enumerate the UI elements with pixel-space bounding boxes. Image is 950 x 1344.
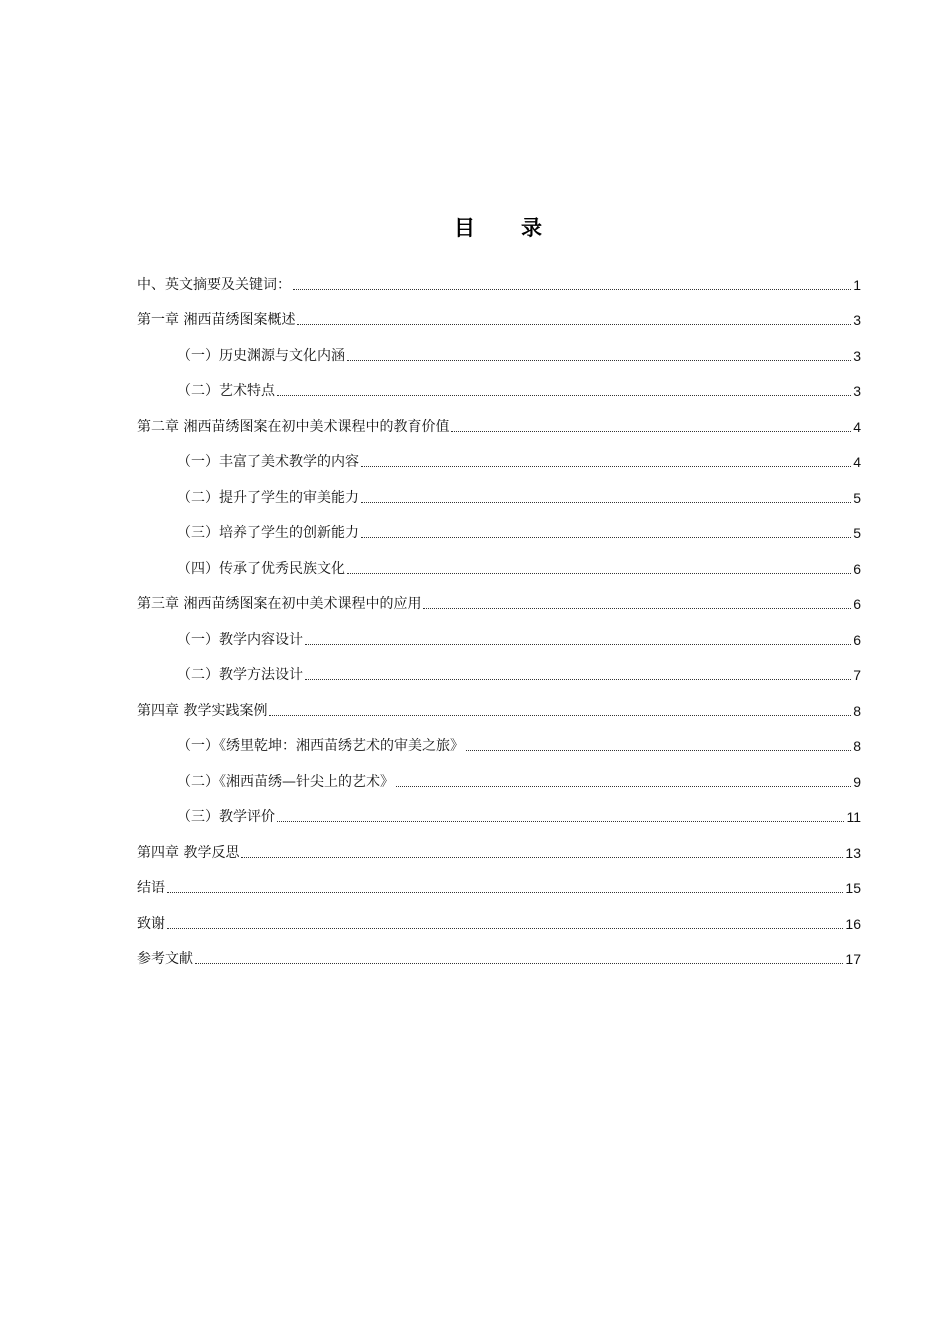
toc-page-number: 16 xyxy=(845,915,861,932)
toc-page-number: 1 xyxy=(853,276,861,293)
toc-page-number: 17 xyxy=(845,951,861,967)
toc-chapter-entry[interactable] xyxy=(137,862,861,898)
toc-entry-label: （四）传承了优秀民族文化 xyxy=(177,560,345,577)
toc-section-entry[interactable] xyxy=(137,613,861,649)
toc-entry-label: 参考文献 xyxy=(137,951,193,967)
toc-entry-label: （三）教学评价 xyxy=(177,809,275,825)
toc-entry-label: 结语 xyxy=(137,880,165,896)
toc-dot-leader xyxy=(361,537,851,538)
toc-entry-label: （二）《湘西苗绣—针尖上的艺术》 xyxy=(177,773,394,790)
toc-chapter-entry[interactable] xyxy=(137,684,861,720)
toc-section-entry[interactable] xyxy=(137,507,861,543)
toc-dot-leader xyxy=(423,608,851,609)
toc-section-entry[interactable] xyxy=(137,365,861,401)
toc-dot-leader xyxy=(277,395,851,396)
toc-dot-leader xyxy=(305,644,851,645)
toc-page-number: 6 xyxy=(853,560,861,577)
toc-section-entry[interactable] xyxy=(137,436,861,472)
toc-dot-leader xyxy=(361,502,851,503)
toc-entry-label: （一）历史渊源与文化内涵 xyxy=(177,347,345,364)
toc-entry-label: 第四章 教学实践案例 xyxy=(137,702,268,719)
page-title xyxy=(0,212,950,242)
toc-dot-leader xyxy=(451,431,851,432)
toc-entry-label: 第二章 湘西苗绣图案在初中美术课程中的教育价值 xyxy=(137,418,450,435)
toc-page-number: 4 xyxy=(853,418,861,435)
toc-section-entry[interactable] xyxy=(137,471,861,507)
toc-page-number: 5 xyxy=(853,525,861,541)
toc-dot-leader xyxy=(361,466,851,467)
toc-chapter-entry[interactable] xyxy=(137,933,861,969)
toc-dot-leader xyxy=(167,892,843,893)
toc-dot-leader xyxy=(269,715,851,716)
toc-dot-leader xyxy=(466,750,851,751)
toc-entry-label: 第一章 湘西苗绣图案概述 xyxy=(137,312,296,328)
toc-entry-label: 第三章 湘西苗绣图案在初中美术课程中的应用 xyxy=(137,596,422,612)
toc-dot-leader xyxy=(277,821,844,822)
toc-page-number: 9 xyxy=(853,773,861,790)
toc-chapter-entry[interactable] xyxy=(137,294,861,330)
toc-page-number: 13 xyxy=(845,844,861,861)
toc-entry-label: （二）提升了学生的审美能力 xyxy=(177,489,359,506)
table-of-contents xyxy=(137,258,861,968)
toc-section-entry[interactable] xyxy=(137,755,861,791)
toc-dot-leader xyxy=(347,573,851,574)
toc-section-entry[interactable] xyxy=(137,791,861,827)
toc-dot-leader xyxy=(293,289,851,290)
toc-chapter-entry[interactable] xyxy=(137,826,861,862)
toc-dot-leader xyxy=(167,928,843,929)
toc-entry-label: （一）教学内容设计 xyxy=(177,631,303,648)
toc-entry-label: （二）教学方法设计 xyxy=(177,667,303,683)
toc-page-number: 8 xyxy=(853,702,861,719)
toc-chapter-entry[interactable] xyxy=(137,400,861,436)
toc-entry-label: （一）《绣里乾坤：湘西苗绣艺术的审美之旅》 xyxy=(177,738,464,754)
toc-page-number: 11 xyxy=(846,809,861,825)
toc-page-number: 5 xyxy=(853,489,861,506)
toc-section-entry[interactable] xyxy=(137,649,861,685)
toc-page-number: 4 xyxy=(853,454,861,470)
toc-chapter-entry[interactable] xyxy=(137,897,861,933)
toc-page-number: 3 xyxy=(853,347,861,364)
toc-dot-leader xyxy=(347,360,851,361)
toc-page-number: 8 xyxy=(853,738,861,754)
toc-section-entry[interactable] xyxy=(137,542,861,578)
toc-dot-leader xyxy=(297,324,851,325)
toc-entry-label: （一）丰富了美术教学的内容 xyxy=(177,454,359,470)
toc-page-number: 3 xyxy=(853,312,861,328)
toc-section-entry[interactable] xyxy=(137,720,861,756)
toc-dot-leader xyxy=(241,857,843,858)
title-char-1: 目 xyxy=(454,216,475,240)
toc-page-number: 7 xyxy=(853,667,861,683)
toc-entry-label: 致谢 xyxy=(137,915,165,932)
toc-dot-leader xyxy=(305,679,851,680)
toc-entry-label: 中、英文摘要及关键词： xyxy=(137,276,291,293)
toc-chapter-entry[interactable] xyxy=(137,258,861,294)
toc-entry-label: （二）艺术特点 xyxy=(177,383,275,399)
toc-entry-label: 第四章 教学反思 xyxy=(137,844,240,861)
toc-section-entry[interactable] xyxy=(137,329,861,365)
toc-page-number: 6 xyxy=(853,631,861,648)
toc-chapter-entry[interactable] xyxy=(137,578,861,614)
toc-entry-label: （三）培养了学生的创新能力 xyxy=(177,525,359,541)
toc-dot-leader xyxy=(396,786,851,787)
title-char-2: 录 xyxy=(521,216,542,240)
toc-page-number: 15 xyxy=(845,880,861,896)
toc-page-number: 3 xyxy=(853,383,861,399)
toc-dot-leader xyxy=(195,963,843,964)
toc-page-number: 6 xyxy=(853,596,861,612)
